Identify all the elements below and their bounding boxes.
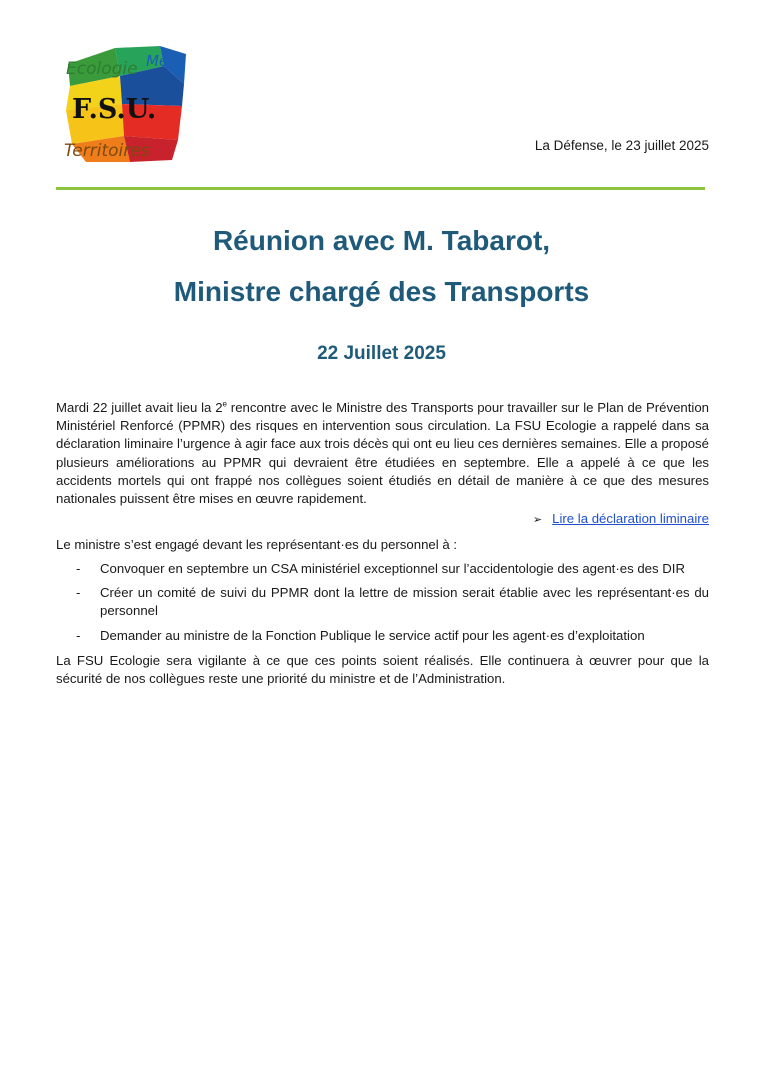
place-date: La Défense, le 23 juillet 2025 — [534, 138, 709, 153]
dash-marker: - — [76, 627, 81, 643]
dash-marker: - — [76, 585, 81, 601]
list-item-text: Convoquer en septembre un CSA ministériel exceptionnel sur l’accidentologie des agent·es des DIR — [100, 561, 685, 576]
arrow-bullet-icon: ➢ — [532, 514, 543, 526]
list-item — [56, 560, 709, 578]
commitments-intro: Le ministre s’est engagé devant les représentant·es du personnel à : — [56, 537, 457, 552]
ordinal-superscript: e — [222, 399, 227, 409]
declaration-link-line — [56, 510, 709, 529]
page-title-line2: Ministre chargé des Transports — [173, 276, 590, 307]
conclusion-paragraph: La FSU Ecologie sera vigilante à ce que ces points soient réalisés. Elle continuera à œuvrer pour que la sécurité de nos collègues reste une priorité du ministre et de l’Administration. — [56, 653, 709, 687]
header-divider — [56, 187, 705, 190]
declaration-link[interactable]: Lire la déclaration liminaire — [552, 511, 709, 526]
paragraph-part-a: Mardi 22 juillet avait lieu la 2 — [56, 400, 223, 415]
paragraph-part-b: rencontre avec le Ministre des Transports pour travailler sur le Plan de Prévention Ministériel Renforcé (PPMR) des risques en intervention sous circulation. La FSU Ecologie a rappelé dans sa déclaration liminaire l’urgence à agir face aux trois décès qui ont eu lieu ces dernières semaines. Elle a proposé plusieurs améliorations au PPMR qui devraient être étudiées en septembre. Elle a appelé à ce que les accidents mortels qui ont frappé nos collègues soient étudiés en détail de manière à ce que des mesures nationales puissent être mises en œuvre rapidement. — [56, 400, 709, 507]
list-item — [56, 584, 709, 620]
logo-territoires: Territoires — [64, 141, 150, 161]
meeting-date: 22 Juillet 2025 — [317, 343, 446, 364]
logo-fsu: F.S.U. — [72, 94, 157, 125]
logo-mer: Mer — [146, 52, 175, 70]
paragraph-main — [56, 399, 709, 508]
fsu-logo — [60, 44, 190, 166]
list-item-text: Créer un comité de suivi du PPMR dont la lettre de mission serait établie avec les représentant·es du personnel — [100, 585, 709, 619]
page-title-line1: Réunion avec M. Tabarot, — [212, 225, 551, 256]
commitments-list — [56, 560, 709, 651]
list-item — [56, 627, 709, 645]
logo-ecologie: Ecologie — [66, 59, 138, 79]
list-item-text: Demander au ministre de la Fonction Publique le service actif pour les agent·es d’exploitation — [100, 627, 645, 643]
dash-marker: - — [76, 561, 81, 576]
